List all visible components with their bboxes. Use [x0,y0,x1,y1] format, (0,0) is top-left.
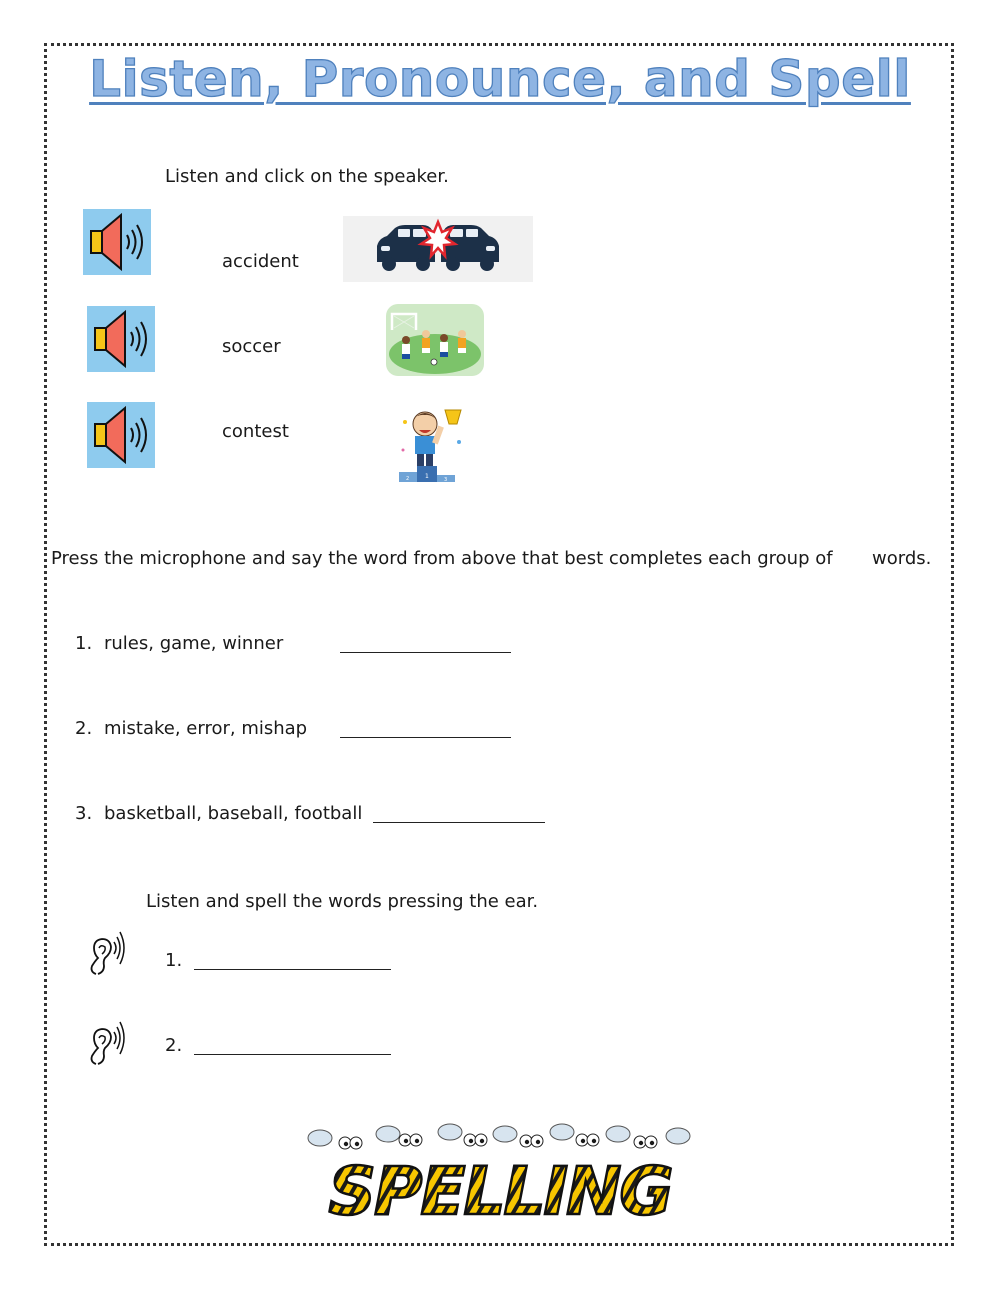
soccer-players-picture [386,304,484,376]
word-soccer: soccer [222,336,281,357]
speaker-button-contest[interactable] [87,402,155,468]
item-text-mistake: mistake, error, mishap [104,718,308,739]
section1-instruction: Listen and click on the speaker. [165,166,449,187]
speaker-icon [83,209,151,275]
svg-text:3: 3 [444,477,448,483]
item-number: 2. [75,718,93,739]
item-text-rules: rules, game, winner [104,633,284,654]
spell-number: 1. [165,950,183,971]
contest-winner-picture [395,402,470,490]
car-crash-picture [343,216,533,282]
section2-instruction: Press the microphone and say the word from above that best completes each group of [51,548,833,569]
spelling-bee-logo [300,1118,700,1223]
ear-icon [86,1018,130,1072]
section3-instruction: Listen and spell the words pressing the ear. [146,891,539,912]
speaker-icon [87,306,155,372]
answer-blank[interactable] [340,652,511,653]
word-accident: accident [222,251,299,272]
item-text-basketball: basketball, baseball, football [104,803,363,824]
speaker-button-accident[interactable] [83,209,151,275]
answer-blank[interactable] [340,737,511,738]
section2-instruction-end: words. [872,548,932,569]
page-title: Listen, Pronounce, and Spell [89,50,911,108]
spell-answer-blank[interactable] [194,1054,391,1055]
spell-answer-blank[interactable] [194,969,391,970]
svg-text:SPELLING: SPELLING [328,1153,672,1223]
speaker-icon [87,402,155,468]
word-contest: contest [222,421,289,442]
ear-icon [86,928,130,982]
ear-button-1[interactable] [86,928,130,982]
item-number: 3. [75,803,93,824]
ear-button-2[interactable] [86,1018,130,1072]
svg-text:1: 1 [425,473,429,480]
speaker-button-soccer[interactable] [87,306,155,372]
answer-blank[interactable] [373,822,545,823]
spell-number: 2. [165,1035,183,1056]
item-number: 1. [75,633,93,654]
svg-text:2: 2 [406,476,410,482]
